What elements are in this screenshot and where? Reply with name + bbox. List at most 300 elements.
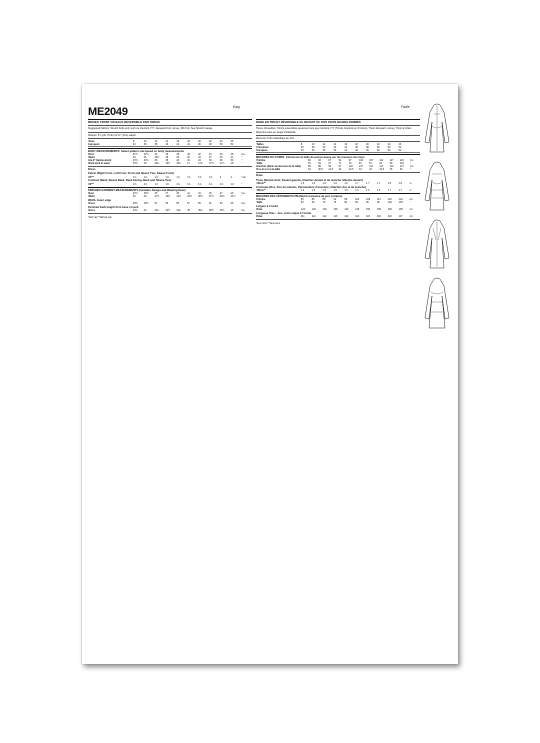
- table-cell: 40.5: [318, 168, 323, 172]
- table-cell: 39½: [219, 194, 225, 198]
- table-cell: 39: [176, 191, 180, 195]
- table-cell: 17: [187, 162, 190, 166]
- contrast-heading: Contrast (Back, Sleeve Back, Neck Facing, Back and Sleeve Ties): [88, 179, 172, 183]
- table-cell: 1⅝: [208, 175, 213, 179]
- table-cell: 26½: [154, 156, 160, 160]
- table-cell: 111: [300, 215, 305, 219]
- table-cell: 46: [230, 209, 234, 213]
- table-cell: 37½: [208, 194, 214, 198]
- table-cell: 50: [230, 159, 234, 163]
- table-cell: 22: [376, 143, 380, 147]
- notions: Notions: 5⅞ yds. (5.3m) of ⅜" (1cm) elastic.: [88, 133, 137, 137]
- table-cell: 114: [344, 215, 349, 219]
- row-label: Dos du cou à la taille: [256, 168, 281, 172]
- table-row: [256, 182, 420, 185]
- table-cell: 36: [300, 146, 304, 150]
- unit-cell: Ins.: [241, 202, 246, 206]
- table-cell: 26: [398, 143, 402, 147]
- body-measurements-table: [88, 153, 252, 165]
- table-cell: 1⅝: [143, 175, 148, 179]
- table-cell: 114: [355, 215, 360, 219]
- table-cell: 1.6: [366, 188, 370, 192]
- table-cell: 112: [369, 165, 374, 169]
- table-cell: 65: [230, 202, 234, 206]
- table-cell: 124: [398, 198, 403, 202]
- unit-cell: Ins.: [241, 209, 246, 213]
- table-cell: 107: [369, 159, 374, 163]
- unit-cell: m: [409, 188, 412, 192]
- table-cell: 1⅝: [187, 175, 191, 179]
- table-cell: 94: [379, 162, 383, 166]
- table-cell: 1⅝: [230, 182, 234, 186]
- table-cell: 33½: [132, 159, 138, 163]
- table-cell: 36: [311, 149, 322, 153]
- row-label: Dress: [88, 209, 96, 213]
- table-cell: 16¾: [176, 162, 182, 166]
- table-cell: 85: [307, 165, 311, 169]
- table-cell: 36: [143, 143, 154, 147]
- table-cell: 22: [208, 139, 212, 143]
- table-cell: 88: [318, 165, 321, 169]
- footnote-fr: *avec sens **sans sens: [256, 223, 281, 226]
- table-cell: 34: [198, 156, 201, 160]
- table-cell: 165: [398, 208, 403, 212]
- table-cell: 38: [311, 146, 315, 150]
- table-cell: 80: [344, 201, 348, 205]
- divider: [88, 125, 252, 126]
- divider: [256, 219, 420, 220]
- table-cell: 52: [230, 143, 241, 147]
- table-cell: 53: [165, 202, 169, 206]
- european-row-fr: [256, 149, 420, 153]
- table-row: [256, 201, 420, 204]
- table-cell: 1.7: [398, 188, 402, 192]
- table-row: [88, 209, 252, 212]
- french-column: [256, 107, 420, 227]
- table-cell: 95: [376, 201, 380, 205]
- unit-cell: cm: [410, 159, 414, 163]
- table-cell: 104: [399, 162, 404, 166]
- divider: [88, 138, 252, 139]
- table-cell: 107: [359, 165, 363, 169]
- row-label: Waist: [88, 194, 95, 198]
- table-cell: 12: [322, 143, 326, 147]
- row-label: Hip-9" (below waist): [88, 159, 112, 163]
- table-cell: 45: [389, 168, 393, 172]
- table-cell: 2: [219, 175, 222, 179]
- table-cell: 1.6: [333, 181, 337, 185]
- table-cell: 44: [344, 146, 348, 150]
- table-cell: 40: [322, 146, 326, 150]
- width-table: [88, 202, 252, 205]
- table-cell: 64: [318, 162, 321, 166]
- pattern-sheet: [82, 84, 458, 664]
- table-cell: 41: [230, 156, 234, 160]
- row-label: Bust: [88, 153, 94, 157]
- table-cell: 18: [230, 162, 234, 166]
- table-cell: 47: [219, 191, 223, 195]
- table-cell: 43¾: [132, 209, 138, 213]
- table-cell: 38: [322, 149, 333, 153]
- contrast-yardage-table: [88, 183, 252, 186]
- row-label: Bust: [88, 191, 94, 195]
- table-cell: 87: [328, 159, 332, 163]
- table-cell: 33½: [143, 191, 149, 195]
- unit-cell: [409, 149, 420, 153]
- table-cell: 40: [165, 143, 176, 147]
- table-cell: 57: [187, 202, 190, 206]
- table-cell: 46: [208, 159, 212, 163]
- table-cell: 1⅝: [165, 175, 169, 179]
- table-cell: 54: [398, 146, 402, 150]
- table-cell: 40: [307, 168, 311, 172]
- row-label: Dress: [88, 202, 96, 206]
- divider: [256, 172, 420, 173]
- table-cell: 1.6: [311, 181, 316, 185]
- unit-cell: ": [241, 162, 243, 166]
- table-cell: 42: [187, 159, 190, 163]
- width-lower-label-fr: Largeur à l'ourlet: [256, 205, 278, 209]
- divider: [88, 187, 252, 188]
- contrast-heading-fr: Contraste (Dos, Dos de manche, Parementure d'encolure, Attaches dos et de manche): [256, 185, 366, 189]
- table-cell: 32½: [132, 191, 138, 195]
- finished-back-label-fr: Longueur finie – dos, votre nuque à l'ourlet: [256, 212, 312, 216]
- row-label: Françaises: [256, 146, 269, 150]
- table-cell: 1⅝: [154, 175, 158, 179]
- divider: [256, 193, 420, 194]
- table-row: [256, 189, 420, 192]
- table-cell: 75: [333, 201, 337, 205]
- divider: [88, 166, 252, 167]
- divider: [256, 135, 420, 136]
- table-cell: 28: [165, 156, 169, 160]
- table-cell: 45½: [208, 209, 214, 213]
- table-cell: 8: [132, 139, 135, 143]
- table-cell: 99: [344, 198, 348, 202]
- dress-sketch-icon: [422, 160, 452, 212]
- table-cell: 1⅝: [132, 175, 137, 179]
- table-cell: 12: [154, 139, 158, 143]
- table-cell: 17¼: [198, 162, 203, 166]
- table-cell: 112: [322, 215, 327, 219]
- table-cell: 1⅝: [219, 182, 224, 186]
- row-label: Poitrine: [256, 159, 266, 163]
- row-label: Tailles: [256, 143, 264, 147]
- table-cell: 44: [208, 153, 212, 157]
- table-cell: 34: [154, 153, 158, 157]
- unit-cell: ": [410, 162, 411, 166]
- table-cell: 25: [132, 194, 136, 198]
- row-label: European: [88, 143, 133, 147]
- table-cell: 145: [355, 208, 360, 212]
- dress-label: Dress: [88, 168, 96, 172]
- table-cell: 83: [318, 159, 321, 163]
- table-cell: 42: [198, 153, 201, 157]
- table-cell: 24: [387, 143, 391, 147]
- table-cell: 117: [389, 159, 394, 163]
- dress-illustration-4: [422, 276, 452, 330]
- european-row: [88, 143, 252, 147]
- table-cell: 36: [154, 159, 158, 163]
- table-cell: 87: [369, 162, 372, 166]
- table-cell: 1⅝: [132, 182, 137, 186]
- divider: [256, 125, 420, 126]
- table-cell: 71: [338, 162, 342, 166]
- unit-cell: Ins.: [241, 153, 246, 157]
- table-cell: 32: [187, 156, 190, 160]
- table-cell: 100: [387, 201, 392, 205]
- table-cell: 97: [348, 159, 352, 163]
- table-cell: 52: [387, 146, 391, 150]
- table-cell: 1⅝: [198, 182, 202, 186]
- fabric-yardage-table-fr: [256, 182, 420, 185]
- unit-cell: ": [241, 159, 243, 163]
- table-cell: 24: [132, 156, 136, 160]
- table-cell: 45¾: [219, 209, 225, 213]
- finished-heading-fr: MESURES DES VÊTEMENTS FINI (Motif et aisance de port compris): [256, 194, 343, 198]
- table-cell: 42: [338, 168, 342, 172]
- table-cell: 1.5: [311, 188, 316, 192]
- table-cell: 140: [344, 208, 349, 212]
- table-cell: 44: [369, 168, 372, 172]
- table-cell: 24: [219, 139, 223, 143]
- table-cell: 49½: [143, 202, 149, 206]
- table-cell: 122: [399, 159, 404, 163]
- pattern-title-fr: ROBE EN TRICOT RÉVERSIBLE AU DEVANT OU DOS POUR JEUNES FEMMES: [256, 120, 361, 124]
- sizes-table: [88, 140, 252, 147]
- table-cell: 35½: [198, 194, 203, 198]
- table-cell: 55: [176, 202, 180, 206]
- unit-cell: ": [409, 201, 411, 205]
- table-cell: 31½: [176, 194, 182, 198]
- table-cell: 39: [219, 156, 223, 160]
- table-cell: 85: [311, 198, 315, 202]
- table-cell: 112: [379, 159, 384, 163]
- table-cell: 90: [366, 201, 369, 205]
- table-cell: 16: [176, 139, 180, 143]
- table-row: [256, 208, 420, 211]
- table-cell: 41.5: [328, 168, 334, 172]
- table-cell: 126: [311, 208, 316, 212]
- table-cell: 102: [348, 165, 353, 169]
- table-cell: 42: [333, 146, 337, 150]
- row-label: Poitrine: [256, 198, 266, 202]
- table-cell: 8: [300, 143, 303, 147]
- row-label: Taille: [256, 201, 263, 205]
- table-cell: 41½: [230, 194, 236, 198]
- table-cell: 89: [322, 198, 326, 202]
- table-cell: 46: [366, 149, 377, 153]
- table-cell: 44.5: [379, 168, 385, 172]
- table-cell: 16: [344, 143, 348, 147]
- table-cell: 116: [376, 215, 381, 219]
- table-cell: 1⅝: [198, 175, 202, 179]
- table-cell: 27½: [154, 194, 160, 198]
- table-cell: 51: [154, 202, 158, 206]
- notions-fr: Mercerie: 5.3m d'élastique de 1cm.: [256, 136, 295, 140]
- table-cell: 46: [219, 153, 223, 157]
- row-label: Robe: [256, 215, 263, 219]
- unit-cell: cm: [409, 198, 413, 202]
- table-cell: 48: [209, 143, 220, 147]
- row-label: Sizes: [88, 139, 95, 143]
- table-cell: 61: [307, 162, 311, 166]
- unit-cell: Yds.: [241, 175, 247, 179]
- table-cell: 40: [187, 153, 190, 157]
- table-cell: 116: [387, 215, 392, 219]
- table-cell: 1.6: [376, 188, 381, 192]
- table-cell: 14: [333, 143, 337, 147]
- dress-illustration-1: [422, 102, 452, 154]
- table-cell: 122: [389, 165, 394, 169]
- table-cell: 1.6: [344, 181, 348, 185]
- table-cell: 99: [389, 162, 393, 166]
- table-cell: 38: [154, 143, 165, 147]
- row-label: Back neck to waist: [88, 162, 110, 166]
- table-cell: 113: [333, 215, 338, 219]
- table-cell: 127: [399, 165, 404, 169]
- table-cell: 1.7: [376, 181, 381, 185]
- table-cell: 34: [301, 149, 312, 153]
- unit-cell: m: [409, 181, 412, 185]
- table-row: [88, 162, 252, 165]
- table-cell: 25: [143, 156, 147, 160]
- table-cell: 45: [208, 191, 212, 195]
- unit-cell: Ins.: [241, 191, 246, 195]
- row-label: Robe: [256, 208, 263, 212]
- table-cell: 20: [198, 139, 201, 143]
- table-cell: 117: [379, 165, 384, 169]
- table-cell: 50: [387, 149, 398, 153]
- table-cell: 44¼: [154, 209, 160, 213]
- table-cell: 1⅝: [187, 182, 191, 186]
- table-cell: 76: [348, 162, 352, 166]
- table-cell: 130: [322, 208, 327, 212]
- unit-cell: ": [241, 156, 243, 160]
- table-cell: 85: [355, 201, 358, 205]
- table-cell: 1⅝: [176, 175, 180, 179]
- table-cell: 10: [143, 139, 147, 143]
- sizes-table-fr: [256, 143, 420, 153]
- table-cell: 18: [187, 139, 190, 143]
- table-cell: 1.7: [366, 181, 370, 185]
- english-column: [88, 107, 252, 220]
- table-cell: 46: [355, 146, 358, 150]
- table-cell: 43: [198, 191, 201, 195]
- table-cell: 34: [133, 143, 144, 147]
- table-cell: 46: [198, 143, 209, 147]
- dress-sketch-icon: [422, 276, 452, 330]
- table-cell: 44: [143, 209, 147, 213]
- dress-sketch-icon: [422, 102, 452, 154]
- table-cell: 17¾: [219, 162, 225, 166]
- suggested-fabrics-fr: Tissus Conseillés: Tricots extensibles seulement tels que Interlock, ITY (Tricots Interlock en fil rétors), Tricot Jacquard, Jersey, Tricot à Côtes. Reportez-vous au Jauge d'élasticité.: [256, 127, 412, 134]
- unit-cell: cm: [409, 208, 413, 212]
- divider: [88, 213, 252, 214]
- table-cell: 155: [376, 208, 381, 212]
- table-cell: 66: [311, 201, 315, 205]
- unit-cell: ": [241, 194, 243, 198]
- table-cell: 26: [230, 139, 234, 143]
- table-cell: 61: [208, 202, 212, 206]
- table-cell: 48: [366, 146, 369, 150]
- table-cell: 63: [219, 202, 223, 206]
- body-measurements-heading-fr: MESURES DU CORPS: Choisissez la taille du patron basée sur les mesures du corps: [256, 156, 365, 160]
- table-cell: 40: [176, 159, 180, 163]
- table-cell: 1.8: [387, 181, 392, 185]
- fabric-heading: Fabric (Right Front, Left Front, Front and Sleeve Ties, Sleeve Front): [88, 172, 174, 176]
- table-cell: 1.7: [387, 188, 392, 192]
- width-table-fr: [256, 208, 420, 211]
- table-cell: 135: [333, 208, 338, 212]
- table-cell: 70: [322, 201, 326, 205]
- table-cell: 16½: [165, 162, 171, 166]
- table-cell: 92: [338, 159, 342, 163]
- table-cell: 67: [328, 162, 332, 166]
- table-cell: 14: [165, 139, 169, 143]
- table-cell: 20: [366, 143, 369, 147]
- divider: [88, 148, 252, 149]
- table-cell: 1.5: [322, 188, 326, 192]
- table-cell: 119: [387, 198, 392, 202]
- table-cell: 16¼: [154, 162, 160, 166]
- pattern-code: ME2049: [88, 106, 128, 118]
- table-cell: 102: [359, 159, 363, 163]
- row-label: Européen: [256, 149, 301, 153]
- table-cell: 44¾: [176, 209, 182, 213]
- table-cell: 41: [187, 191, 190, 195]
- table-cell: 94: [333, 198, 337, 202]
- table-cell: 81: [359, 162, 362, 166]
- table-cell: 48½: [132, 202, 138, 206]
- dress-sketch-icon: [422, 218, 452, 270]
- difficulty-level-fr: Facile: [401, 105, 410, 109]
- table-cell: 50: [376, 146, 380, 150]
- table-cell: 64: [300, 201, 304, 205]
- unit-cell: cm: [410, 165, 414, 169]
- table-cell: 1.5: [333, 188, 337, 192]
- table-row: [88, 202, 252, 205]
- table-cell: 35: [154, 191, 158, 195]
- row-label: 150cm**: [256, 188, 266, 192]
- table-cell: 123: [300, 208, 305, 212]
- contrast-yardage-table-fr: [256, 189, 420, 192]
- table-cell: 1⅝: [143, 182, 148, 186]
- finished-measurements-table-fr: [256, 198, 420, 204]
- suggested-fabrics: Suggested Fabrics: Stretch Knits only such as Interlock, ITY, Jacquard Knit, Jersey, Rib Knit. See Stretch Gauge.: [88, 127, 213, 131]
- table-cell: 30: [176, 156, 180, 160]
- table-cell: 34½: [143, 159, 149, 163]
- table-cell: 109: [366, 198, 371, 202]
- finished-heading: FINISHED GARMENT MEASUREMENTS (Includes Design and Wearing Ease): [88, 188, 186, 192]
- table-cell: 44: [355, 149, 366, 153]
- table-cell: 105: [398, 201, 403, 205]
- unit-cell: [241, 143, 252, 147]
- divider: [256, 141, 420, 142]
- table-cell: 37: [208, 156, 212, 160]
- table-cell: 31½: [132, 153, 138, 157]
- table-cell: 83: [300, 198, 304, 202]
- table-cell: 43: [359, 168, 362, 172]
- row-label: 60"**: [88, 175, 95, 179]
- table-cell: 104: [355, 198, 360, 202]
- difficulty-level: Easy: [233, 105, 241, 109]
- table-cell: 59: [198, 202, 201, 206]
- table-cell: 1⅝: [208, 182, 213, 186]
- table-cell: 33½: [187, 194, 192, 198]
- body-measurements-heading: BODY MEASUREMENTS: Select pattern size based on body measurements: [88, 149, 184, 153]
- width-lower-label: Width, lower edge: [88, 198, 111, 202]
